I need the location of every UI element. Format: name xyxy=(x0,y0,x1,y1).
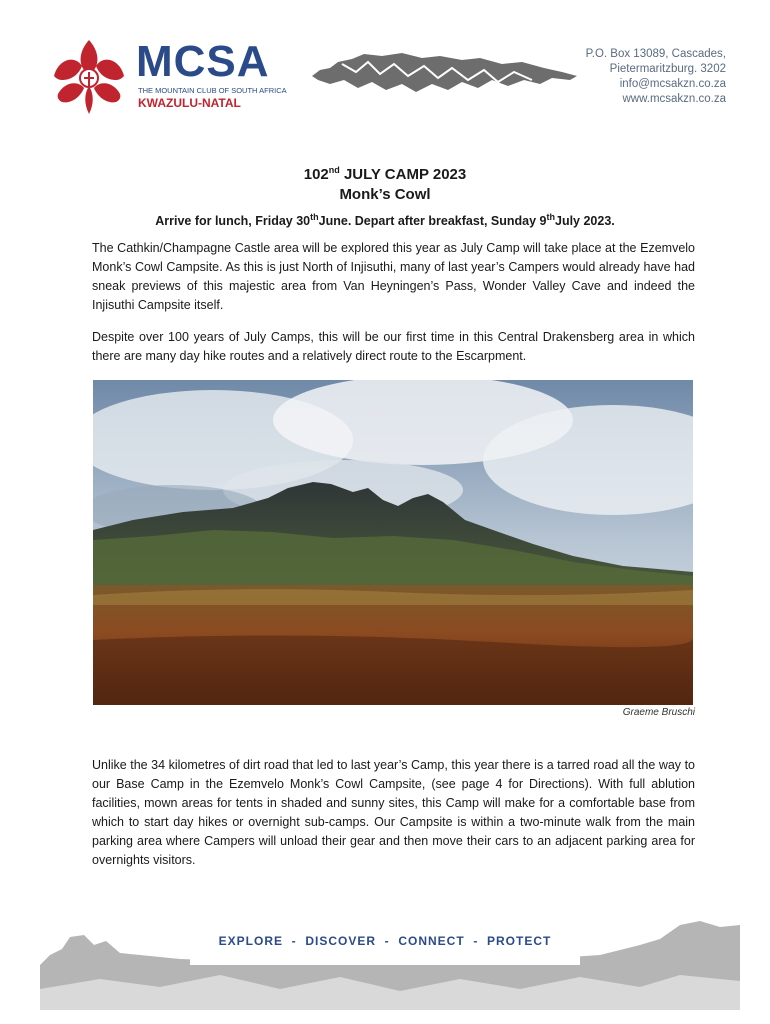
letterhead xyxy=(0,0,770,130)
camp-title xyxy=(0,160,770,185)
arrive-sup-2: th xyxy=(546,212,555,222)
footer-slogan: EXPLORE - DISCOVER - CONNECT - PROTECT xyxy=(218,934,552,948)
arrive-text-3: July 2023. xyxy=(555,214,615,229)
ordinal-suffix: nd xyxy=(328,165,340,175)
contact-website[interactable]: www.mcsakzn.co.za xyxy=(622,93,726,105)
contact-email[interactable]: info@mcsakzn.co.za xyxy=(619,78,726,90)
mountain-landscape-photo xyxy=(93,380,693,705)
arrive-text-1: Arrive for lunch, Friday 30 xyxy=(155,214,311,229)
postal-address-line2: Pietermaritzburg. 3202 xyxy=(609,63,726,75)
document-title-block xyxy=(0,160,770,230)
logo-wordmark: MCSA xyxy=(136,37,270,86)
directions-paragraph: Unlike the 34 kilometres of dirt road that led to last year’s Camp, this year there is a tarred road all the way to our Base Camp in the Ezemvelo Monk’s Cowl Campsite, (see page 4 for Directions). With full ablution facilities, mown areas for tents in shaded and sunny sites, this Camp will make for a comfortable base from which to start day hikes or overnight sub-camps. Our Campsite is within a two-minute walk from the main parking area where Campers will unload their gear and then move their cars to an adjacent parking area for overnights visitors. xyxy=(92,758,695,867)
mcsa-flower-emblem-icon xyxy=(48,36,130,116)
logo-subtitle: THE MOUNTAIN CLUB OF SOUTH AFRICA xyxy=(138,86,287,95)
arrive-text-2: June. Depart after breakfast, Sunday 9 xyxy=(318,214,547,229)
intro-paragraph: The Cathkin/Champagne Castle area will be explored this year as July Camp will take place at the Ezemvelo Monk’s Cowl Campsite. As this is just North of Injisuthi, many of last year’s Campers would already have had sneak previews of this majestic area from Van Heyningen’s Pass, Wonder Valley Cave and indeed the Injisuthi Campsite itself. xyxy=(92,241,695,312)
camp-title-rest: JULY CAMP 2023 xyxy=(339,166,467,183)
drakensberg-photo-illustration xyxy=(93,380,693,705)
mountain-silhouette-header xyxy=(312,50,577,96)
postal-address-line1: P.O. Box 13089, Cascades, xyxy=(585,48,726,60)
camp-number: 102 xyxy=(303,166,329,183)
contact-details xyxy=(586,47,726,107)
mcsa-logo xyxy=(48,36,298,116)
arrive-sup-1: th xyxy=(310,212,319,222)
logo-region: KWAZULU-NATAL xyxy=(138,96,241,110)
camp-location: Monk’s Cowl xyxy=(339,186,431,203)
mountain-silhouette-footer xyxy=(40,915,740,1010)
arrival-departure-line xyxy=(0,208,770,230)
history-paragraph: Despite over 100 years of July Camps, this will be our first time in this Central Drakensberg area in which there are many day hike routes and a relatively direct route to the Escarpment. xyxy=(92,330,695,363)
photo-credit: Graeme Bruschi xyxy=(622,707,695,718)
